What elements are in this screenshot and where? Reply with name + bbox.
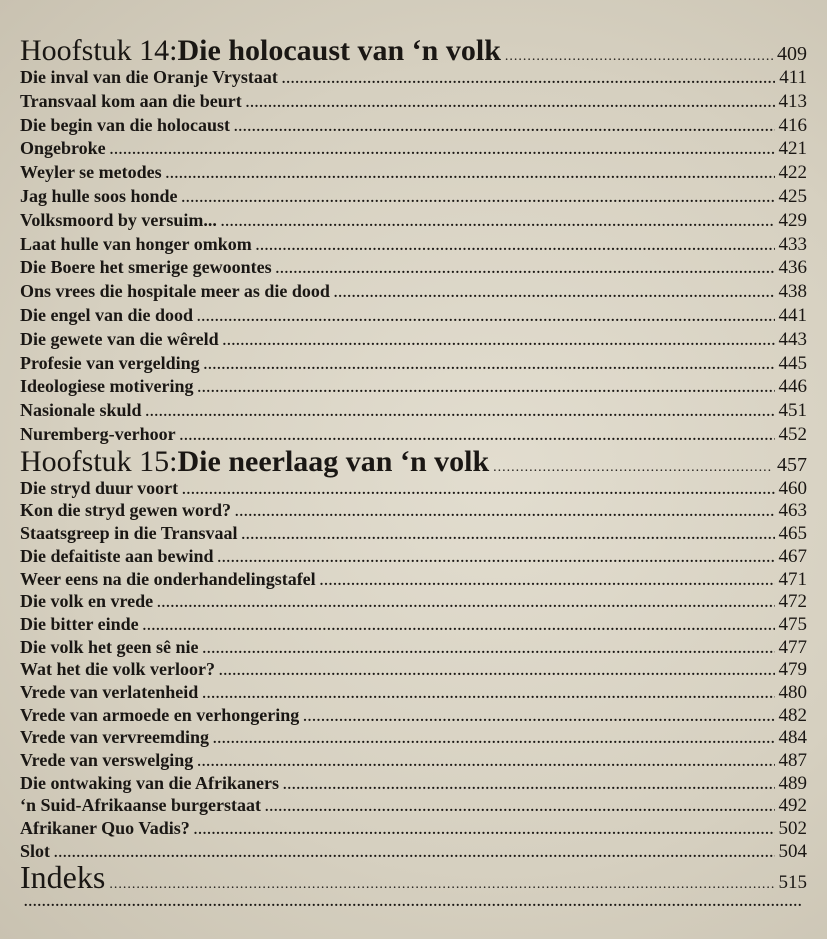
toc-entry (20, 256, 807, 280)
entry-title: Die inval van die Oranje Vrystaat (20, 67, 278, 87)
page-number: 482 (778, 704, 807, 726)
chapter-title: Die holocaust van ‘n volk (177, 34, 501, 67)
page-number: 479 (778, 659, 807, 681)
page-number: 487 (778, 750, 807, 771)
toc-entry (20, 613, 807, 636)
toc-entry (20, 704, 807, 727)
entry-title: Laat hulle van honger omkom (20, 233, 252, 254)
entry-title: Die engel van die dood (20, 304, 194, 325)
dot-leader (221, 211, 775, 235)
dot-leader (54, 843, 774, 866)
page-number: 463 (778, 500, 807, 522)
dot-leader (276, 258, 775, 282)
entry-title: Wat het die volk verloor? (20, 659, 215, 680)
table-of-contents (20, 36, 807, 915)
toc-entry (20, 304, 807, 328)
entry-title: Vrede van vervreemding (20, 727, 209, 748)
page-number: 443 (778, 328, 807, 350)
page-number: 460 (778, 477, 807, 499)
chapter-heading (20, 36, 807, 66)
entry-title: Staatsgreep in die Transvaal (20, 523, 238, 544)
entry-title: Nasionale skuld (20, 400, 142, 421)
toc-entry (20, 66, 807, 90)
toc-entry (20, 522, 807, 545)
page-number: 492 (778, 795, 807, 817)
entry-title: Die bitter einde (20, 613, 139, 634)
entry-title: ‘n Suid-Afrikaanse burgerstaat (20, 795, 262, 816)
toc-entry (20, 137, 807, 161)
toc-entry (20, 772, 807, 795)
dot-leader (197, 306, 774, 330)
toc-entry (20, 681, 807, 704)
entry-title: Indeks (20, 859, 106, 896)
toc-entry (20, 477, 807, 500)
entry-title: Die begin van die holocaust (20, 114, 231, 135)
dot-leader (182, 187, 775, 211)
dot-leader (146, 401, 775, 425)
toc-entry (20, 499, 807, 522)
chapter-title: Die neerlaag van ‘n volk (177, 444, 490, 478)
page-number: 504 (778, 840, 807, 862)
toc-entry (20, 726, 807, 749)
dot-leader (303, 707, 774, 730)
page-number: 467 (778, 545, 807, 567)
page-number: 489 (778, 772, 807, 794)
page-number: 425 (778, 185, 807, 207)
dot-leader (493, 453, 773, 483)
dot-leader (202, 639, 774, 662)
entry-title: Nuremberg-verhoor (20, 423, 176, 444)
chapter-prefix: Hoofstuk 14: (20, 34, 178, 67)
dot-leader (143, 616, 775, 639)
page-number: 436 (778, 257, 807, 279)
page-number: 452 (778, 423, 807, 445)
toc-entry (20, 209, 807, 233)
page-number: 413 (778, 90, 807, 112)
page-number: 457 (777, 453, 807, 476)
entry-title: Profesie van vergelding (20, 352, 200, 373)
toc-entry (20, 90, 807, 114)
toc-entry (20, 794, 807, 817)
page-number: 451 (778, 400, 807, 422)
toc-entry (20, 658, 807, 681)
chapter-prefix: Hoofstuk 15: (20, 444, 178, 478)
page-number: 409 (777, 43, 807, 65)
toc-entry (20, 636, 807, 659)
dot-leader (246, 92, 775, 116)
entry-title: Ideologiese motivering (20, 376, 194, 397)
toc-entry (20, 375, 807, 399)
entry-title: Die volk en vrede (20, 591, 154, 612)
entry-title: Slot (20, 840, 51, 861)
entry-title: Die Boere het smerige gewoontes (20, 257, 272, 278)
toc-entry (20, 817, 807, 840)
page-number: 416 (778, 114, 807, 136)
toc-entry (20, 328, 807, 352)
page-number: 433 (778, 233, 807, 255)
page-number: 422 (778, 162, 807, 184)
entry-title: Die volk het geen sê nie (20, 636, 199, 657)
entry-title: Vrede van armoede en verhongering (20, 704, 300, 725)
page-number: 484 (778, 727, 807, 749)
entry-title: Ons vrees die hospitale meer as die dood (20, 281, 330, 302)
dot-leader (182, 480, 774, 503)
dot-leader (197, 752, 774, 775)
dot-leader (283, 775, 774, 798)
toc-entry (20, 399, 807, 423)
toc-entry (20, 185, 807, 209)
toc-entry (20, 568, 807, 591)
toc-entry (20, 423, 807, 447)
dot-leader (242, 525, 775, 548)
toc-entry-index (20, 859, 807, 896)
page-number: 480 (778, 681, 807, 703)
dot-leader (235, 502, 775, 525)
page-number: 502 (778, 818, 807, 840)
dot-leader (24, 892, 803, 915)
dot-leader (234, 116, 774, 140)
page-number: 411 (779, 67, 807, 88)
page-number: 472 (778, 591, 807, 613)
page-number: 445 (778, 352, 807, 374)
dot-leader (320, 571, 775, 594)
dot-leader (194, 820, 775, 843)
dot-leader (110, 139, 775, 163)
entry-title: Afrikaner Quo Vadis? (20, 818, 190, 839)
entry-title: Vrede van verlatenheid (20, 681, 199, 702)
toc-entry (20, 233, 807, 257)
entry-title: Die ontwaking van die Afrikaners (20, 772, 280, 793)
toc-entry (20, 749, 807, 772)
entry-title: Vrede van verswelging (20, 750, 194, 770)
dot-leader (282, 68, 775, 92)
page-number: 446 (778, 376, 807, 398)
page-number: 421 (778, 138, 807, 160)
page-number: 465 (778, 523, 807, 545)
page-number: 515 (778, 872, 807, 894)
entry-title: Weer eens na die onderhandelingstafel (20, 568, 316, 589)
toc-trailing-line (20, 892, 807, 915)
dot-leader (213, 729, 775, 752)
entry-title: Kon die stryd gewen word? (20, 500, 231, 521)
entry-title: Die stryd duur voort (20, 477, 179, 498)
dot-leader (219, 661, 775, 684)
dot-leader (334, 282, 775, 306)
dot-leader (166, 163, 775, 187)
toc-entry (20, 590, 807, 613)
toc-entry-slot (20, 840, 807, 863)
chapter-heading (20, 444, 807, 478)
dot-leader (197, 377, 774, 401)
dot-leader (265, 797, 774, 820)
page-number: 429 (778, 209, 807, 231)
toc-entry (20, 280, 807, 304)
toc-entry (20, 161, 807, 185)
toc-entry (20, 545, 807, 568)
dot-leader (223, 330, 775, 354)
dot-leader (157, 593, 774, 616)
entry-title: Die defaitiste aan bewind (20, 545, 214, 566)
page-number: 477 (778, 636, 807, 658)
dot-leader (256, 235, 775, 259)
dot-leader (204, 354, 775, 378)
entry-title: Volksmoord by versuim... (20, 209, 217, 230)
page-number: 438 (778, 281, 807, 303)
entry-title: Ongebroke (20, 138, 106, 159)
page-number: 441 (778, 304, 807, 326)
entry-title: Die gewete van die wêreld (20, 328, 219, 349)
toc-entry (20, 352, 807, 376)
entry-title: Transvaal kom aan die beurt (20, 90, 242, 111)
toc-entry (20, 114, 807, 138)
entry-title: Jag hulle soos honde (20, 185, 178, 206)
page-number: 471 (778, 568, 807, 590)
entry-title: Weyler se metodes (20, 162, 162, 183)
page-number: 475 (778, 613, 807, 635)
